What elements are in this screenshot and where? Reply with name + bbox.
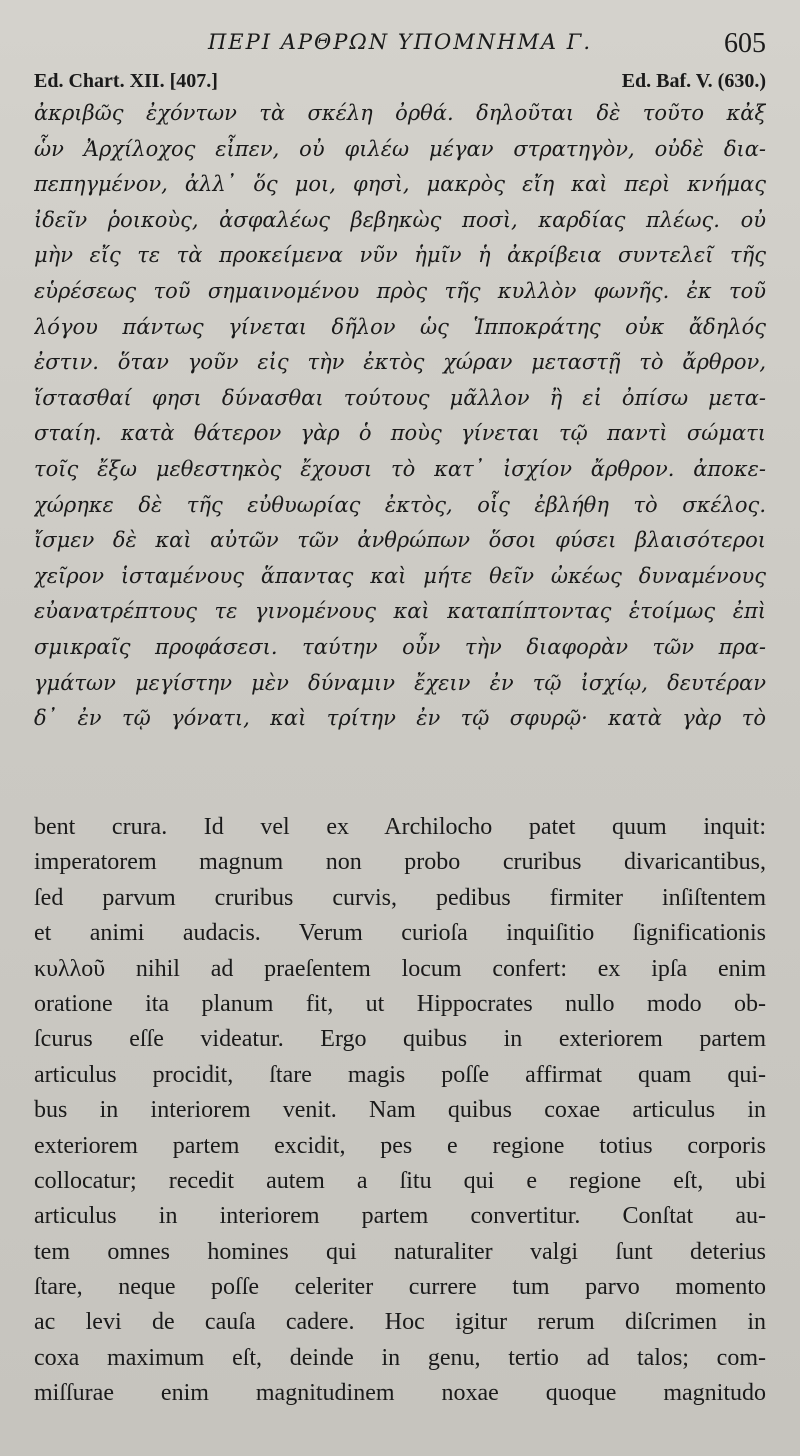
greek-line: μὴν εἴς τε τὰ προκείμενα νῦν ἡμῖν ἡ ἀκρίβεια συντελεῖ τῆς [34, 243, 766, 268]
latin-line: ſtare, neque poſſe celeriter currere tum parvo momento [34, 1274, 766, 1301]
latin-line: exteriorem partem excidit, pes e regione totius corporis [34, 1132, 766, 1159]
greek-line: εὑρέσεως τοῦ σημαινομένου πρὸς τῆς κυλλὸν φωνῆς. ἐκ τοῦ [34, 278, 766, 303]
latin-line: et animi audacis. Verum curioſa inquiſitio ſignificationis [34, 920, 766, 947]
running-title: ΠΕΡΙ ΑΡΘΡΩΝ ΥΠΟΜΝΗΜΑ Γ. [207, 30, 593, 54]
latin-line: tem omnes homines qui naturaliter valgi ſunt deterius [34, 1238, 766, 1265]
greek-text-block [34, 96, 766, 737]
latin-line: oratione ita planum fit, ut Hippocrates nullo modo ob- [34, 990, 766, 1017]
latin-text-block [34, 810, 766, 1412]
latin-line: coxa maximum eſt, deinde in genu, tertio ad talos; com- [34, 1344, 766, 1371]
greek-line: ἰδεῖν ῥοικοὺς, ἀσφαλέως βεβηκὼς ποσὶ, καρδίας πλέως. οὐ [34, 207, 766, 232]
greek-line: ἐστιν. ὅταν γοῦν εἰς τὴν ἐκτὸς χώραν μεταστῇ τὸ ἄρθρον, [34, 350, 766, 375]
edition-references [34, 70, 766, 98]
greek-line: δ᾽ ἐν τῷ γόνατι, καὶ τρίτην ἐν τῷ σφυρῷ· κατὰ γὰρ τὸ [34, 706, 766, 731]
greek-line: ὧν Ἀρχίλοχος εἶπεν, οὐ φιλέω μέγαν στρατηγὸν, οὐδὲ δια- [34, 136, 766, 161]
latin-line: miſſurae enim magnitudinem noxae quoque magnitudo [34, 1380, 766, 1407]
greek-line: χεῖρον ἱσταμένους ἅπαντας καὶ μήτε θεῖν ὠκέως δυναμένους [34, 563, 766, 588]
greek-line: ἀκριβῶς ἐχόντων τὰ σκέλη ὀρθά. δηλοῦται δὲ τοῦτο κἀξ [34, 101, 766, 125]
latin-line: ſcurus eſſe videatur. Ergo quibus in exteriorem partem [34, 1026, 766, 1053]
greek-line: χώρηκε δὲ τῆς εὐθυωρίας ἐκτὸς, οἷς ἐβλήθη τὸ σκέλος. [34, 492, 766, 517]
greek-line: εὐανατρέπτους τε γινομένους καὶ καταπίπτοντας ἑτοίμως ἐπὶ [34, 599, 766, 624]
latin-line: ac levi de cauſa cadere. Hoc igitur rerum diſcrimen in [34, 1309, 766, 1336]
latin-line: articulus procidit, ſtare magis poſſe affirmat quam qui- [34, 1061, 766, 1088]
latin-line: ſed parvum cruribus curvis, pedibus firmiter inſiſtentem [34, 884, 766, 911]
latin-line: imperatorem magnum non probo cruribus divaricantibus, [34, 849, 766, 876]
greek-line: λόγου πάντως γίνεται δῆλον ὡς Ἱπποκράτης οὐκ ἄδηλός [34, 314, 766, 339]
greek-line: σμικραῖς προφάσεσι. ταύτην οὖν τὴν διαφορὰν τῶν πρα- [34, 634, 766, 659]
latin-line: bus in interiorem venit. Nam quibus coxae articulus in [34, 1097, 766, 1124]
edition-chartier: Ed. Chart. XII. [407.] [34, 70, 218, 92]
greek-line: ἵστασθαί φησι δύνασθαι τούτους μᾶλλον ἢ εἰ ὀπίσω μετα- [34, 385, 766, 410]
latin-line: collocatur; recedit autem a ſitu qui e regione eſt, ubi [34, 1167, 766, 1194]
latin-line: bent crura. Id vel ex Archilocho patet quum inquit: [34, 814, 766, 840]
latin-line: articulus in interiorem partem convertitur. Conſtat au- [34, 1203, 766, 1230]
greek-line: ἴσμεν δὲ καὶ αὐτῶν τῶν ἀνθρώπων ὅσοι φύσει βλαισότεροι [34, 528, 766, 553]
greek-line: πεπηγμένον, ἀλλ᾽ ὅς μοι, φησὶ, μακρὸς εἴη καὶ περὶ κνήμας [34, 172, 766, 197]
edition-basel: Ed. Baf. V. (630.) [621, 70, 766, 92]
page-number: 605 [724, 28, 766, 59]
page-header [0, 30, 800, 64]
latin-line: κυλλοῦ nihil ad praeſentem locum confert: ex ipſa enim [34, 955, 766, 982]
greek-line: σταίη. κατὰ θάτερον γὰρ ὁ ποὺς γίνεται τῷ παντὶ σώματι [34, 421, 766, 446]
greek-line: τοῖς ἔξω μεθεστηκὸς ἔχουσι τὸ κατ᾽ ἰσχίον ἄρθρον. ἀποκε- [34, 456, 766, 481]
greek-line: γμάτων μεγίστην μὲν δύναμιν ἔχειν ἐν τῷ ἰσχίῳ, δευτέραν [34, 670, 766, 695]
